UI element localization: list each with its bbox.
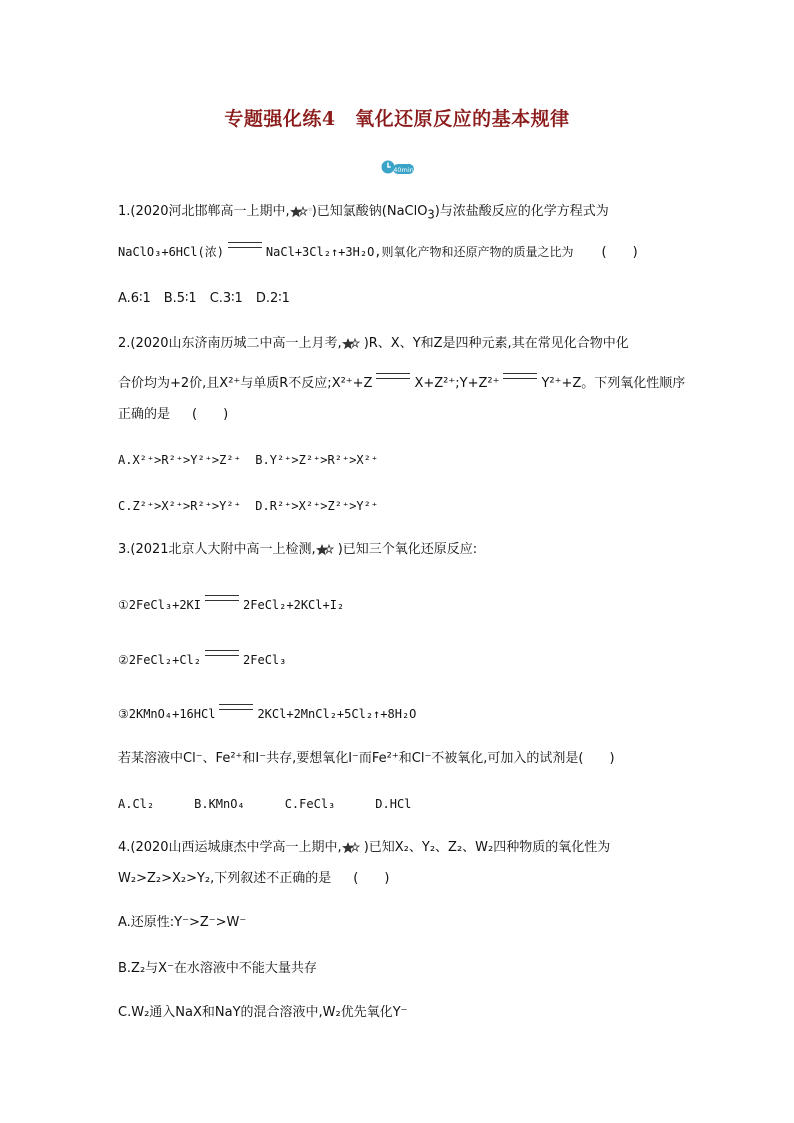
q4-option-c: C.W₂通入NaX和NaY的混合溶液中,W₂优先氧化Y⁻ (118, 1005, 408, 1020)
equals-sign (205, 595, 239, 601)
difficulty-star-icon (342, 337, 364, 351)
q2-stem-line1: 2.(2020山东济南历城二中高一上月考, )R、X、Y和Z是四种元素,其在常见化合物中化 (118, 336, 629, 351)
equals-sign (219, 704, 253, 710)
q2-options-ab: A.X²⁺>R²⁺>Y²⁺>Z²⁺ B.Y²⁺>Z²⁺>R²⁺>X²⁺ (118, 453, 379, 467)
equals-sign (228, 242, 262, 248)
q2-stem-line3: 正确的是 ( ) (118, 407, 229, 422)
difficulty-star-icon (316, 543, 338, 557)
q2-options-cd: C.Z²⁺>X²⁺>R²⁺>Y²⁺ D.R²⁺>X²⁺>Z²⁺>Y²⁺ (118, 499, 379, 513)
q4-stem-line2: W₂>Z₂>X₂>Y₂,下列叙述不正确的是 ( ) (118, 871, 390, 886)
page-title: 专题强化练4 氧化还原反应的基本规律 (224, 108, 570, 130)
q3-stem: 3.(2021北京人大附中高一上检测, )已知三个氧化还原反应: (118, 542, 478, 557)
q3-reaction-1: ①2FeCl₃+2KI 2FeCl₂+2KCl+I₂ (118, 595, 344, 614)
q1-stem: 1.(2020河北邯郸高一上期中, ☆ )已知氯酸钠(NaClO$_3$)与浓盐酸反应的化学方程式为 (118, 204, 609, 222)
equals-sign (503, 373, 537, 379)
q3-question: 若某溶液中Cl⁻、Fe²⁺和I⁻共存,要想氧化I⁻而Fe²⁺和Cl⁻不被氧化,可加入的试剂是( ) (118, 751, 615, 766)
equals-sign (376, 373, 410, 379)
svg-text:☆: ☆ (307, 206, 313, 213)
q3-options: A.Cl₂ B.KMnO₄ C.FeCl₃ D.HCl (118, 797, 412, 811)
equals-sign (205, 650, 239, 656)
q1-equation: NaClO₃+6HCl(浓) NaCl+3Cl₂↑+3H₂O,则氧化产物和还原产物的质量之比为 ( ) (118, 242, 638, 262)
q4-option-b: B.Z₂与X⁻在水溶液中不能大量共存 (118, 961, 317, 976)
q2-stem-line2: 合价均为+2价,且X²⁺与单质R不反应;X²⁺+Z X+Z²⁺;Y+Z²⁺ Y²⁺+Z。下列氧化性顺序 (118, 373, 685, 393)
timer-badge-text: 40min (393, 166, 414, 174)
q1-options: A.6∶1 B.5∶1 C.3∶1 D.2∶1 (118, 291, 290, 306)
difficulty-star-icon (342, 841, 364, 855)
q4-option-a: A.还原性:Y⁻>Z⁻>W⁻ (118, 915, 247, 930)
timer-icon (381, 158, 415, 176)
q4-stem-line1: 4.(2020山西运城康杰中学高一上期中, )已知X₂、Y₂、Z₂、W₂四种物质的氧化性为 (118, 840, 611, 855)
difficulty-star-icon (290, 205, 312, 219)
q3-reaction-3: ③2KMnO₄+16HCl 2KCl+2MnCl₂+5Cl₂↑+8H₂O (118, 704, 416, 723)
q3-reaction-2: ②2FeCl₂+Cl₂ 2FeCl₃ (118, 650, 286, 669)
